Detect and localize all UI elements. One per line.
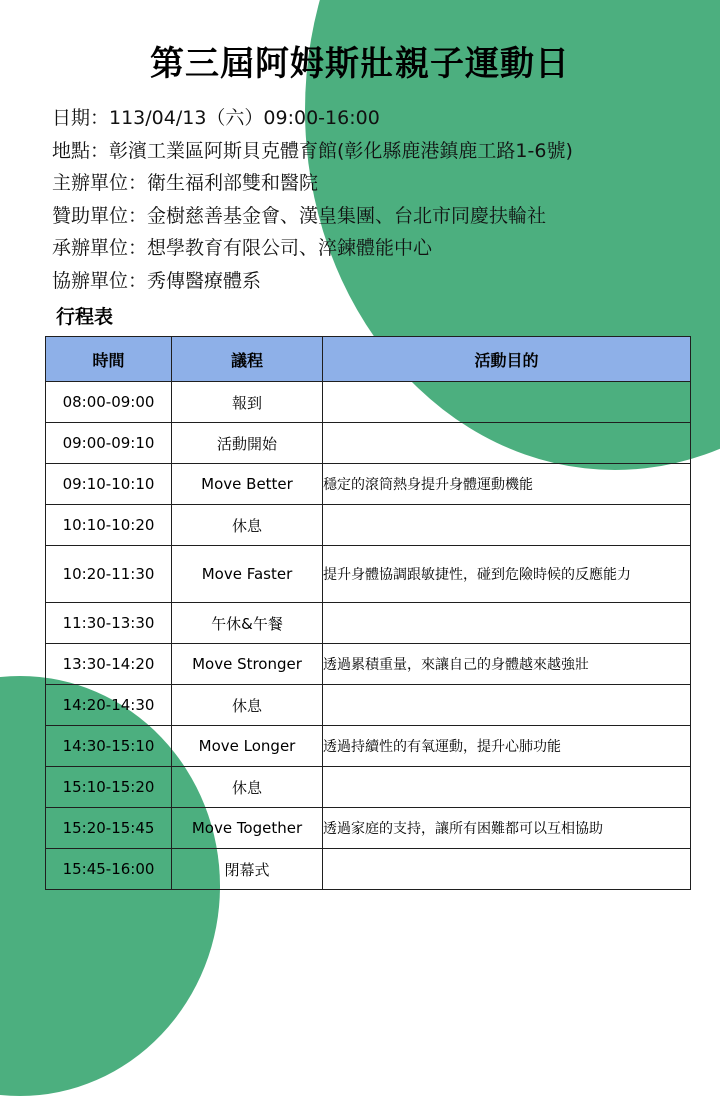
row-agenda: Move Better — [172, 464, 323, 505]
table-row — [46, 849, 691, 890]
row-time: 09:10-10:10 — [46, 464, 172, 505]
table-row — [46, 644, 691, 685]
table-row — [46, 603, 691, 644]
event-co-organizer: 協辦單位：秀傳醫療體系 — [52, 269, 262, 292]
table-row — [46, 464, 691, 505]
table-row — [46, 505, 691, 546]
row-purpose — [323, 505, 691, 546]
table-row — [46, 767, 691, 808]
table-row — [46, 808, 691, 849]
row-time: 15:20-15:45 — [46, 808, 172, 849]
row-time: 14:20-14:30 — [46, 685, 172, 726]
header-time: 時間 — [46, 337, 172, 382]
row-time: 15:10-15:20 — [46, 767, 172, 808]
row-time: 13:30-14:20 — [46, 644, 172, 685]
event-organizer: 主辦單位：衛生福利部雙和醫院 — [52, 172, 319, 194]
row-time: 11:30-13:30 — [46, 603, 172, 644]
event-info — [52, 102, 573, 297]
row-purpose — [323, 767, 691, 808]
row-purpose — [323, 685, 691, 726]
header-agenda: 議程 — [172, 337, 323, 382]
event-host: 承辦單位：想學教育有限公司、淬鍊體能中心 — [52, 237, 433, 259]
row-agenda: Move Together — [172, 808, 323, 849]
row-purpose: 穩定的滾筒熱身提升身體運動機能 — [323, 464, 691, 505]
table-row — [46, 685, 691, 726]
table-row — [46, 423, 691, 464]
row-purpose: 透過持續性的有氧運動，提升心肺功能 — [323, 726, 691, 767]
page-title: 第三屆阿姆斯壯親子運動日 — [150, 44, 570, 84]
row-purpose: 透過累積重量，來讓自己的身體越來越強壯 — [323, 644, 691, 685]
event-sponsor: 贊助單位：金樹慈善基金會、漢皇集團、台北市同慶扶輪社 — [52, 204, 547, 227]
row-time: 08:00-09:00 — [46, 382, 172, 423]
row-agenda: Move Longer — [172, 726, 323, 767]
row-purpose — [323, 603, 691, 644]
event-date: 日期：113/04/13（六）09:00-16:00 — [52, 107, 380, 129]
schedule-table — [45, 336, 691, 890]
row-time: 09:00-09:10 — [46, 423, 172, 464]
row-agenda: Move Stronger — [172, 644, 323, 685]
event-location: 地點：彰濱工業區阿斯貝克體育館(彰化縣鹿港鎮鹿工路1-6號) — [52, 139, 573, 162]
table-row — [46, 546, 691, 603]
row-agenda: 午休&午餐 — [172, 603, 323, 644]
table-row — [46, 382, 691, 423]
row-time: 14:30-15:10 — [46, 726, 172, 767]
row-purpose: 透過家庭的支持，讓所有困難都可以互相協助 — [323, 808, 691, 849]
row-agenda: 活動開始 — [172, 423, 323, 464]
row-agenda: Move Faster — [172, 546, 323, 603]
row-agenda: 報到 — [172, 382, 323, 423]
table-header-row — [46, 337, 691, 382]
row-agenda: 休息 — [172, 767, 323, 808]
row-purpose: 提升身體協調跟敏捷性，碰到危險時候的反應能力 — [323, 546, 691, 603]
row-agenda: 休息 — [172, 685, 323, 726]
row-time: 10:10-10:20 — [46, 505, 172, 546]
header-purpose: 活動目的 — [323, 337, 691, 382]
table-row — [46, 726, 691, 767]
row-purpose — [323, 423, 691, 464]
row-agenda: 休息 — [172, 505, 323, 546]
row-time: 15:45-16:00 — [46, 849, 172, 890]
row-time: 10:20-11:30 — [46, 546, 172, 603]
schedule-heading: 行程表 — [56, 306, 114, 328]
row-agenda: 閉幕式 — [172, 849, 323, 890]
row-purpose — [323, 849, 691, 890]
row-purpose — [323, 382, 691, 423]
